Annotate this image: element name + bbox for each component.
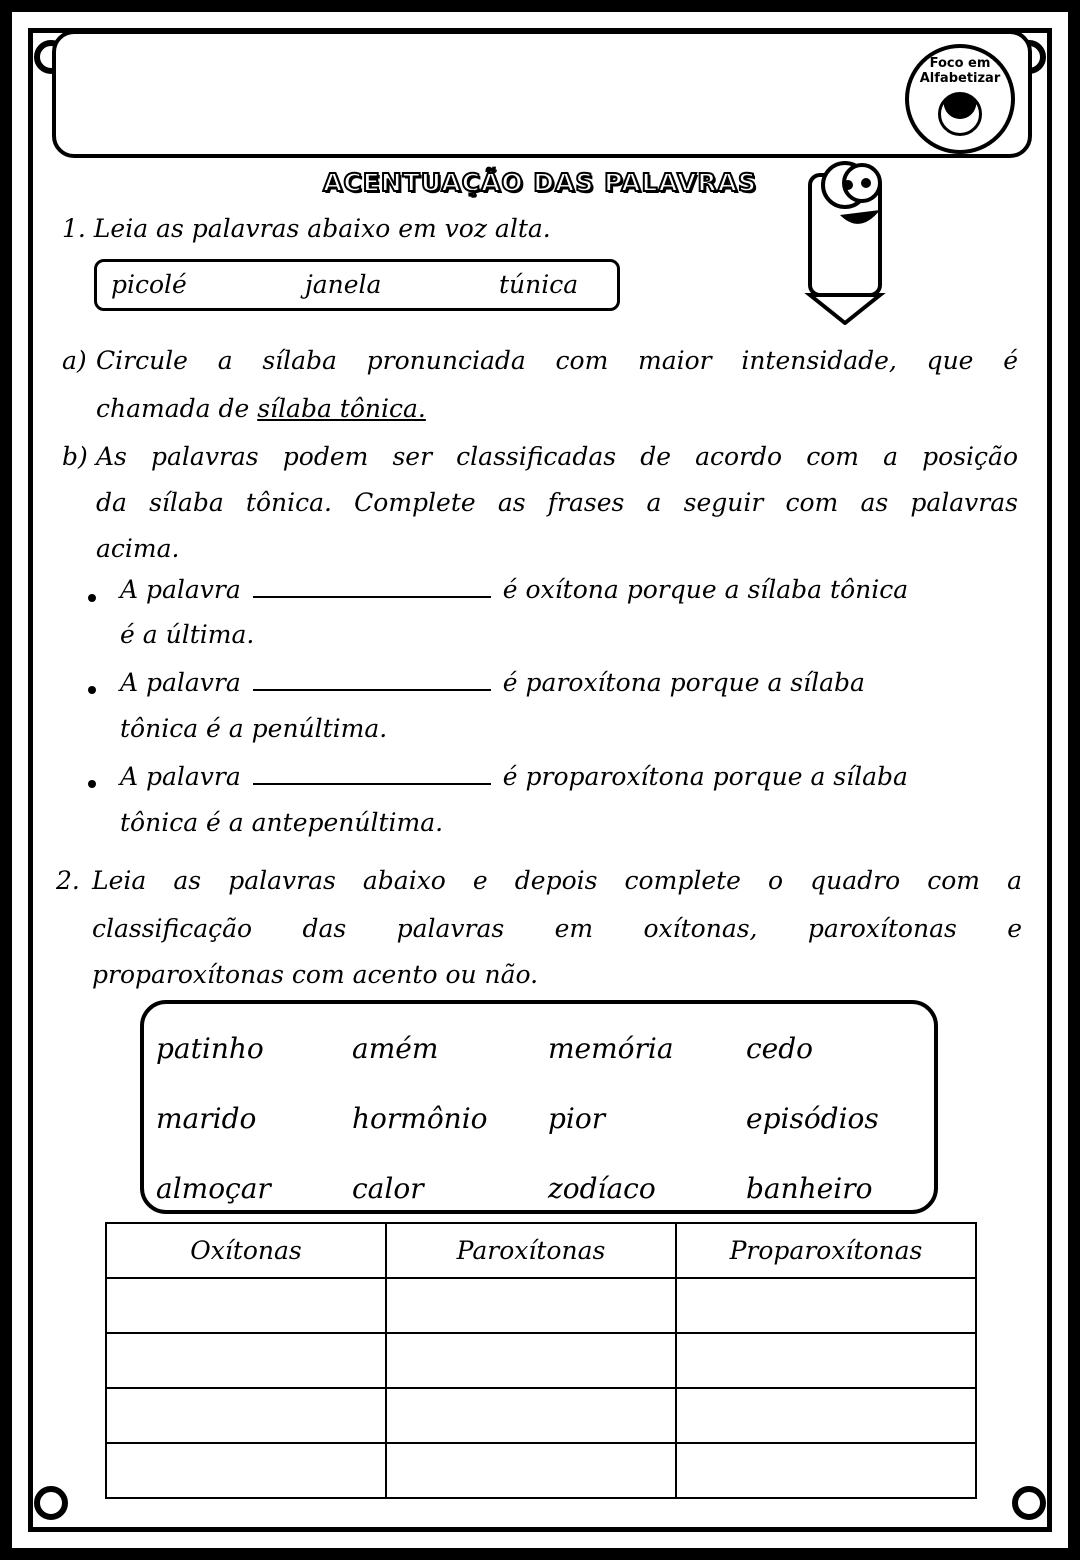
question-2-text-2: classificação das palavras em oxítonas, paroxítonas e [92, 914, 1022, 943]
answer-cell[interactable] [386, 1388, 676, 1443]
item-b-label: b) [62, 442, 88, 471]
fill-sentence-3 [120, 762, 908, 791]
word: marido [156, 1102, 257, 1135]
word: episódios [746, 1102, 879, 1135]
word: pior [548, 1102, 606, 1135]
fill-sentence-2 [120, 668, 865, 697]
bullet-icon [88, 780, 96, 788]
underlined-term: sílaba tônica. [257, 394, 426, 423]
name-header-box [52, 30, 1032, 158]
table-row [106, 1278, 976, 1333]
question-2-text: Leia as palavras abaixo e depois complete o quadro com a [92, 866, 1022, 895]
item-a-label: a) [62, 346, 87, 375]
word: calor [352, 1172, 424, 1205]
question-2-label: 2. [56, 866, 80, 895]
word: túnica [499, 270, 579, 299]
bullet-icon [88, 686, 96, 694]
brand-logo [905, 44, 1015, 154]
text: chamada de [96, 394, 258, 423]
pencil-character-icon [800, 155, 890, 325]
table-row [106, 1333, 976, 1388]
answer-cell[interactable] [106, 1333, 386, 1388]
logo-text: Alfabetizar [919, 71, 1001, 86]
item-b-text-2: da sílaba tônica. Complete as frases a seguir com as palavras [96, 488, 1018, 517]
answer-blank[interactable] [253, 783, 491, 785]
item-b-text: As palavras podem ser classificadas de acordo com a posição [96, 442, 1018, 471]
word: almoçar [156, 1172, 271, 1205]
answer-cell[interactable] [106, 1443, 386, 1498]
answer-blank[interactable] [253, 689, 491, 691]
answer-cell[interactable] [676, 1443, 976, 1498]
header-paroxitonas: Paroxítonas [386, 1223, 676, 1278]
word: banheiro [746, 1172, 873, 1205]
answer-cell[interactable] [676, 1278, 976, 1333]
girl-illustration-icon [938, 92, 982, 136]
answer-cell[interactable] [106, 1388, 386, 1443]
text: A palavra [120, 575, 241, 604]
word: cedo [746, 1032, 814, 1065]
word: memória [548, 1032, 674, 1065]
header-proparoxitonas: Proparoxítonas [676, 1223, 976, 1278]
word: amém [352, 1032, 439, 1065]
word-box-2 [140, 1000, 938, 1214]
word: janela [305, 270, 382, 299]
answer-cell[interactable] [676, 1333, 976, 1388]
word-box-1 [94, 259, 620, 311]
question-1: 1. Leia as palavras abaixo em voz alta. [62, 214, 551, 243]
answer-cell[interactable] [386, 1443, 676, 1498]
fill-sentence-3-cont: tônica é a antepenúltima. [120, 808, 444, 837]
text: A palavra [120, 762, 241, 791]
fill-sentence-1 [120, 575, 908, 604]
word: patinho [156, 1032, 264, 1065]
fill-sentence-2-cont: tônica é a penúltima. [120, 714, 388, 743]
bullet-icon [88, 594, 96, 602]
logo-text: Foco em [929, 56, 991, 71]
answer-blank[interactable] [253, 596, 491, 598]
word: hormônio [352, 1102, 488, 1135]
classification-table [105, 1222, 977, 1499]
answer-cell[interactable] [386, 1333, 676, 1388]
word: zodíaco [548, 1172, 656, 1205]
fill-sentence-1-cont: é a última. [120, 620, 255, 649]
table-row [106, 1388, 976, 1443]
text: é oxítona porque a sílaba tônica [502, 575, 909, 604]
answer-cell[interactable] [106, 1278, 386, 1333]
item-a-text: Circule a sílaba pronunciada com maior intensidade, que é [96, 346, 1018, 375]
page-title: ACENTUAÇÃO DAS PALAVRAS [323, 168, 757, 197]
text: é proparoxítona porque a sílaba [502, 762, 908, 791]
word: picolé [111, 270, 187, 299]
question-2-text-3: proparoxítonas com acento ou não. [92, 960, 539, 989]
table-row [106, 1443, 976, 1498]
text: é paroxítona porque a sílaba [502, 668, 865, 697]
answer-cell[interactable] [676, 1388, 976, 1443]
header-oxitonas: Oxítonas [106, 1223, 386, 1278]
item-b-text-3: acima. [96, 534, 180, 563]
answer-cell[interactable] [386, 1278, 676, 1333]
corner-ornament [1012, 1486, 1046, 1520]
text: A palavra [120, 668, 241, 697]
item-a-text-2 [96, 394, 426, 423]
corner-ornament [34, 1486, 68, 1520]
